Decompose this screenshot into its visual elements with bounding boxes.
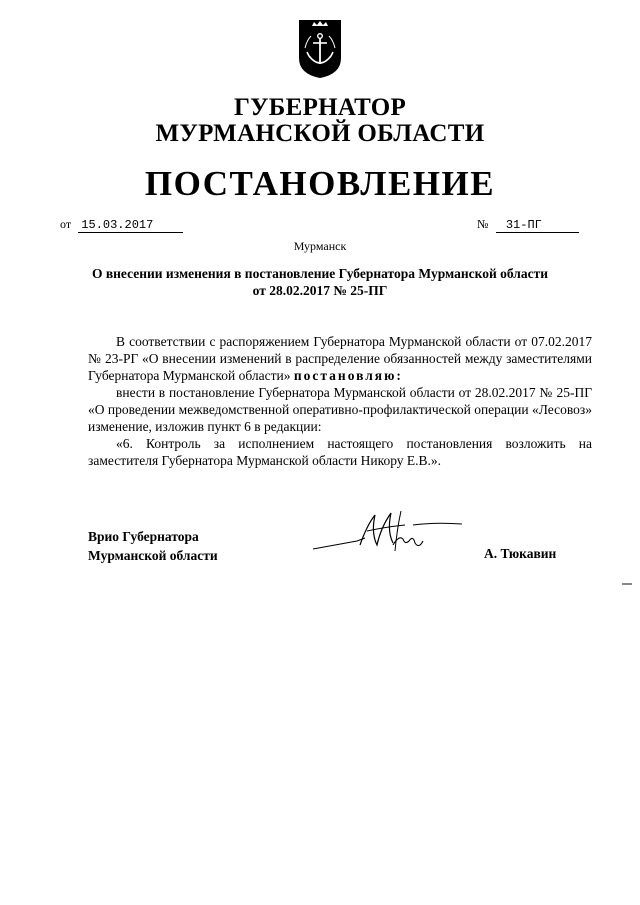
number-prefix: № <box>477 217 489 231</box>
document-number-line <box>477 217 579 233</box>
heading-line1: О внесении изменения в постановление Губернатора Мурманской области <box>91 266 549 281</box>
heading-line2: от 28.02.2017 № 25-ПГ <box>252 283 388 298</box>
document-body <box>88 333 592 469</box>
document-heading <box>60 265 580 299</box>
handwritten-signature <box>305 505 470 575</box>
document-number-value: 31-ПГ <box>505 218 542 232</box>
date-prefix: от <box>60 217 72 231</box>
body-paragraph-1 <box>88 333 592 384</box>
document-date: 15.03.2017 <box>78 219 183 233</box>
body-paragraph-1-text: В соответствии с распоряжением Губернатора Мурманской области от 07.02.2017 № 23-РГ «О внесении изменений в распределение обязанностей между заместителями Губернатора Мурманской области» <box>88 334 592 383</box>
margin-mark <box>622 583 632 585</box>
signatory-name: А. Тюкавин <box>484 546 557 561</box>
coat-of-arms-icon <box>297 18 343 80</box>
document-date-line <box>60 217 183 233</box>
authority-title-line1: ГУБЕРНАТОР <box>233 94 407 121</box>
signatory-position <box>88 527 218 565</box>
authority-title-line2: МУРМАНСКОЙ ОБЛАСТИ <box>155 120 485 147</box>
decree-keyword: постановляю: <box>293 368 403 383</box>
signatory-position-line2: Мурманской области <box>88 548 218 563</box>
body-paragraph-3: «6. Контроль за исполнением настоящего постановления возложить на заместителя Губернатора Мурманской области Никору Е.В.». <box>88 436 592 468</box>
signatory-position-line1: Врио Губернатора <box>88 529 199 544</box>
body-paragraph-2: внести в постановление Губернатора Мурманской области от 28.02.2017 № 25-ПГ «О проведении межведомственной оперативно-профилактической операции «Лесовоз» изменение, изложив пункт 6 в редакции: <box>88 385 592 434</box>
city-label: Мурманск <box>293 239 347 253</box>
document-number <box>496 219 579 233</box>
document-type-title: ПОСТАНОВЛЕНИЕ <box>144 164 496 203</box>
